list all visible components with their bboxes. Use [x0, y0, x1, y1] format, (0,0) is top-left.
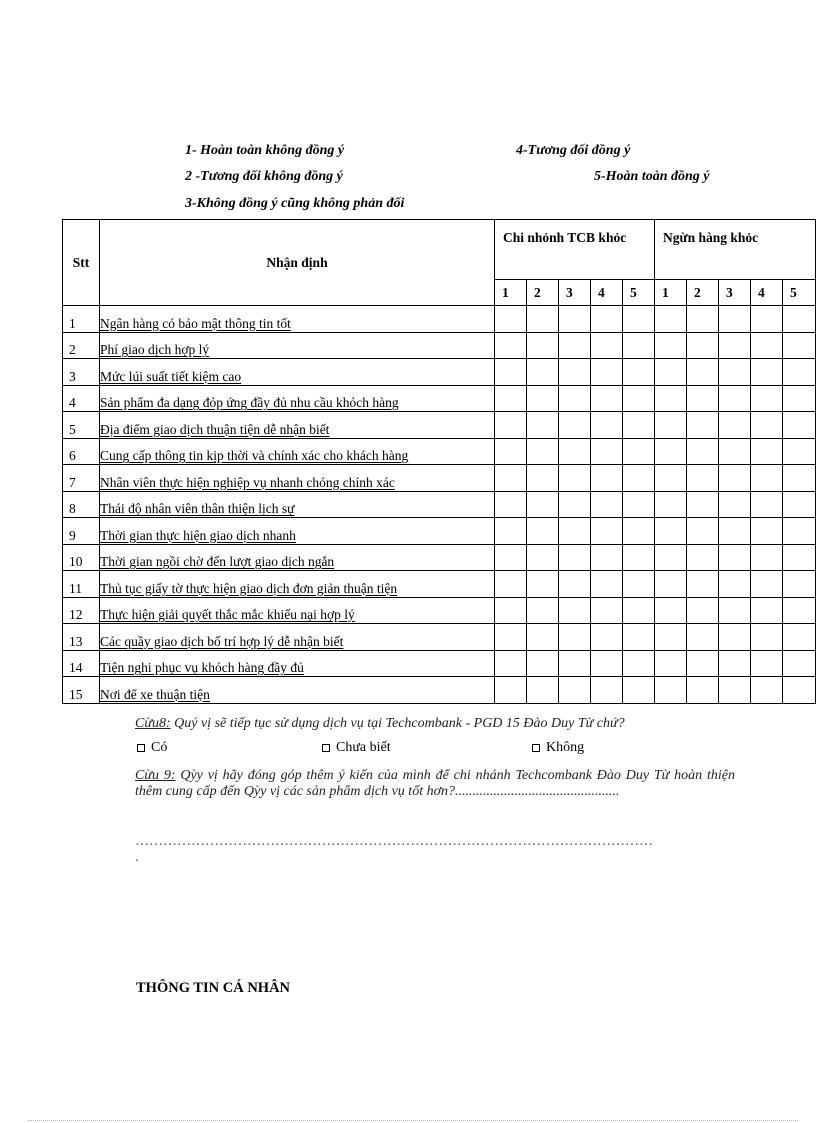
row-number: 6: [63, 438, 100, 465]
rating-cell[interactable]: [623, 544, 655, 571]
row-number: 3: [63, 359, 100, 386]
question-8-label: Cừu8:: [135, 716, 171, 731]
table-row: [63, 359, 816, 386]
rating-cell[interactable]: [527, 385, 559, 412]
rating-cell[interactable]: [751, 624, 783, 651]
rating-cell[interactable]: [687, 491, 719, 518]
rating-cell[interactable]: [559, 412, 591, 439]
row-number: 15: [63, 677, 100, 704]
rating-cell[interactable]: [559, 650, 591, 677]
row-statement: Mức lúi suất tiết kiệm cao: [100, 359, 495, 386]
rating-cell[interactable]: [719, 677, 751, 704]
rating-cell[interactable]: [783, 332, 816, 359]
scale-tcb-3: 3: [559, 280, 591, 306]
rating-cell[interactable]: [783, 359, 816, 386]
rating-cell[interactable]: [527, 597, 559, 624]
rating-cell[interactable]: [559, 518, 591, 545]
scale-other-3: 3: [719, 280, 751, 306]
page-bottom-divider: [28, 1120, 798, 1121]
rating-cell[interactable]: [623, 518, 655, 545]
scale-tcb-1: 1: [495, 280, 527, 306]
rating-cell[interactable]: [719, 650, 751, 677]
rating-cell[interactable]: [623, 306, 655, 333]
rating-cell[interactable]: [623, 677, 655, 704]
row-statement: Các quầy giao dịch bố trí hợp lý dễ nhận biết: [100, 624, 495, 651]
row-number: 9: [63, 518, 100, 545]
rating-cell[interactable]: [719, 571, 751, 598]
row-statement: Thời gian thực hiện giao dịch nhanh: [100, 518, 495, 545]
rating-cell[interactable]: [687, 677, 719, 704]
rating-cell[interactable]: [559, 385, 591, 412]
legend-item-4: 4-Tương đối đồng ý: [516, 143, 631, 158]
question-9-label: Cừu 9:: [135, 768, 176, 783]
rating-cell[interactable]: [655, 306, 687, 333]
rating-cell[interactable]: [495, 597, 527, 624]
header-stt: Stt: [63, 220, 100, 306]
table-row: [63, 491, 816, 518]
legend-item-3: 3-Không đồng ý cũng không phản đối: [185, 196, 405, 211]
scale-tcb-2: 2: [527, 280, 559, 306]
scale-other-2: 2: [687, 280, 719, 306]
legend-item-5: 5-Hoàn toàn đồng ý: [594, 169, 710, 184]
rating-cell[interactable]: [751, 544, 783, 571]
row-statement: Thủ tục giấy tờ thực hiện giao dịch đơn giản thuận tiện: [100, 571, 495, 598]
rating-cell[interactable]: [655, 544, 687, 571]
rating-cell[interactable]: [719, 465, 751, 492]
rating-cell[interactable]: [591, 385, 623, 412]
row-number: 14: [63, 650, 100, 677]
rating-cell[interactable]: [495, 518, 527, 545]
row-statement: Ngân hàng có bảo mật thông tin tốt: [100, 306, 495, 333]
rating-cell[interactable]: [495, 438, 527, 465]
question-8-text: Quý vị sẽ tiếp tục sử dụng dịch vụ tại Techcombank - PGD 15 Đào Duy Từ chứ?: [170, 716, 625, 731]
rating-cell[interactable]: [751, 677, 783, 704]
scale-other-4: 4: [751, 280, 783, 306]
row-number: 7: [63, 465, 100, 492]
answer-line[interactable]: …………………………………………………………………………………………………: [135, 834, 653, 849]
row-number: 1: [63, 306, 100, 333]
rating-cell[interactable]: [687, 518, 719, 545]
rating-cell[interactable]: [591, 677, 623, 704]
option-khong-label: Không: [546, 740, 585, 755]
rating-cell[interactable]: [559, 624, 591, 651]
rating-cell[interactable]: [751, 465, 783, 492]
rating-cell[interactable]: [527, 571, 559, 598]
rating-cell[interactable]: [655, 438, 687, 465]
rating-cell[interactable]: [559, 544, 591, 571]
rating-cell[interactable]: [751, 518, 783, 545]
table-row: [63, 332, 816, 359]
rating-cell[interactable]: [495, 491, 527, 518]
rating-cell[interactable]: [751, 306, 783, 333]
rating-cell[interactable]: [495, 412, 527, 439]
option-chua-biet-label: Chưa biết: [336, 740, 391, 755]
rating-cell[interactable]: [687, 385, 719, 412]
rating-cell[interactable]: [655, 412, 687, 439]
rating-cell[interactable]: [687, 359, 719, 386]
rating-cell[interactable]: [495, 677, 527, 704]
rating-cell[interactable]: [623, 359, 655, 386]
rating-cell[interactable]: [527, 359, 559, 386]
row-number: 12: [63, 597, 100, 624]
rating-cell[interactable]: [495, 359, 527, 386]
rating-cell[interactable]: [783, 518, 816, 545]
rating-cell[interactable]: [783, 465, 816, 492]
question-9-text: Qỳy vị hãy đóng góp thêm ý kiến của mình để chi nhánh Techcombank Đào Duy Từ hoàn thiện thêm cung cấp đến Qỳy vị các sản phẩm dịch vụ tốt hơn?...............................................: [135, 768, 735, 799]
rating-cell[interactable]: [655, 677, 687, 704]
rating-cell[interactable]: [687, 465, 719, 492]
rating-cell[interactable]: [623, 597, 655, 624]
rating-cell[interactable]: [751, 571, 783, 598]
table-row: [63, 306, 816, 333]
option-chua-biet[interactable]: [322, 740, 391, 756]
rating-cell[interactable]: [655, 571, 687, 598]
rating-cell[interactable]: [591, 438, 623, 465]
rating-cell[interactable]: [559, 359, 591, 386]
rating-cell[interactable]: [527, 465, 559, 492]
rating-cell[interactable]: [719, 359, 751, 386]
rating-cell[interactable]: [687, 597, 719, 624]
question-8: [135, 716, 625, 732]
header-group-tcb: Chi nhỏnh TCB khỏc: [495, 220, 655, 280]
question-9: [135, 768, 735, 800]
rating-cell[interactable]: [591, 491, 623, 518]
rating-cell[interactable]: [783, 412, 816, 439]
rating-cell[interactable]: [783, 491, 816, 518]
rating-cell[interactable]: [591, 306, 623, 333]
option-khong[interactable]: [532, 740, 584, 756]
rating-cell[interactable]: [783, 571, 816, 598]
rating-cell[interactable]: [783, 597, 816, 624]
table-row: [63, 650, 816, 677]
rating-cell[interactable]: [591, 412, 623, 439]
row-statement: Phí giao dịch hợp lý: [100, 332, 495, 359]
table-row: [63, 624, 816, 651]
row-statement: Địa điểm giao dịch thuận tiện dễ nhận biết: [100, 412, 495, 439]
rating-cell[interactable]: [623, 438, 655, 465]
row-statement: Sản phẩm đa dạng đỏp ứng đầy đủ nhu cầu khỏch hàng: [100, 385, 495, 412]
rating-cell[interactable]: [591, 518, 623, 545]
rating-cell[interactable]: [687, 412, 719, 439]
table-row: [63, 385, 816, 412]
rating-cell[interactable]: [783, 385, 816, 412]
rating-cell[interactable]: [783, 650, 816, 677]
rating-cell[interactable]: [719, 544, 751, 571]
rating-cell[interactable]: [655, 518, 687, 545]
row-number: 8: [63, 491, 100, 518]
rating-cell[interactable]: [783, 624, 816, 651]
rating-cell[interactable]: [495, 465, 527, 492]
rating-cell[interactable]: [655, 385, 687, 412]
table-row: [63, 518, 816, 545]
rating-cell[interactable]: [687, 438, 719, 465]
row-number: 2: [63, 332, 100, 359]
rating-cell[interactable]: [559, 465, 591, 492]
option-co-label: Có: [151, 740, 168, 755]
table-row: [63, 412, 816, 439]
rating-cell[interactable]: [655, 597, 687, 624]
rating-cell[interactable]: [751, 438, 783, 465]
rating-cell[interactable]: [719, 597, 751, 624]
rating-cell[interactable]: [623, 412, 655, 439]
table-row: [63, 571, 816, 598]
rating-cell[interactable]: [687, 624, 719, 651]
rating-cell[interactable]: [559, 306, 591, 333]
rating-cell[interactable]: [655, 465, 687, 492]
rating-cell[interactable]: [527, 544, 559, 571]
header-statement: Nhận định: [100, 220, 495, 306]
checkbox-icon[interactable]: [137, 744, 145, 752]
rating-cell[interactable]: [687, 571, 719, 598]
section-title-personal-info: THÔNG TIN CÁ NHÂN: [136, 980, 291, 996]
rating-cell[interactable]: [591, 650, 623, 677]
rating-cell[interactable]: [687, 544, 719, 571]
rating-cell[interactable]: [495, 332, 527, 359]
rating-table: [62, 219, 816, 704]
rating-cell[interactable]: [591, 359, 623, 386]
scale-other-5: 5: [783, 280, 816, 306]
rating-cell[interactable]: [687, 306, 719, 333]
rating-cell[interactable]: [687, 332, 719, 359]
rating-cell[interactable]: [623, 332, 655, 359]
rating-cell[interactable]: [719, 624, 751, 651]
row-statement: Nhân viên thực hiện nghiệp vụ nhanh chóng chính xác: [100, 465, 495, 492]
rating-cell[interactable]: [527, 650, 559, 677]
table-row: [63, 438, 816, 465]
rating-cell[interactable]: [495, 385, 527, 412]
rating-cell[interactable]: [559, 677, 591, 704]
rating-cell[interactable]: [591, 465, 623, 492]
rating-cell[interactable]: [591, 597, 623, 624]
rating-cell[interactable]: [591, 571, 623, 598]
rating-cell[interactable]: [591, 624, 623, 651]
rating-cell[interactable]: [527, 677, 559, 704]
rating-cell[interactable]: [751, 650, 783, 677]
rating-cell[interactable]: [655, 491, 687, 518]
rating-cell[interactable]: [495, 650, 527, 677]
rating-cell[interactable]: [591, 332, 623, 359]
checkbox-icon[interactable]: [532, 744, 540, 752]
answer-line-end: .: [135, 850, 139, 865]
rating-cell[interactable]: [655, 650, 687, 677]
rating-cell[interactable]: [623, 465, 655, 492]
rating-cell[interactable]: [719, 332, 751, 359]
rating-cell[interactable]: [591, 544, 623, 571]
row-statement: Nơi để xe thuận tiện: [100, 677, 495, 704]
option-co[interactable]: [137, 740, 167, 756]
rating-cell[interactable]: [719, 491, 751, 518]
rating-cell[interactable]: [751, 597, 783, 624]
rating-cell[interactable]: [783, 438, 816, 465]
row-statement: Cung cấp thông tin kịp thời và chính xác cho khách hàng: [100, 438, 495, 465]
rating-cell[interactable]: [527, 438, 559, 465]
rating-cell[interactable]: [719, 306, 751, 333]
row-number: 5: [63, 412, 100, 439]
rating-cell[interactable]: [719, 412, 751, 439]
rating-cell[interactable]: [527, 332, 559, 359]
rating-cell[interactable]: [527, 491, 559, 518]
table-row: [63, 597, 816, 624]
rating-cell[interactable]: [559, 491, 591, 518]
table-row: [63, 677, 816, 704]
rating-cell[interactable]: [655, 359, 687, 386]
table-row: [63, 544, 816, 571]
row-statement: Tiện nghi phục vụ khỏch hàng đầy đủ: [100, 650, 495, 677]
rating-cell[interactable]: [719, 518, 751, 545]
rating-cell[interactable]: [751, 412, 783, 439]
row-statement: Thời gian ngồi chờ đến lượt giao dịch ngắn: [100, 544, 495, 571]
statement-rows: [63, 306, 816, 704]
rating-cell[interactable]: [751, 332, 783, 359]
legend-item-1: 1- Hoàn toàn không đồng ý: [185, 143, 345, 158]
row-number: 13: [63, 624, 100, 651]
rating-cell[interactable]: [623, 491, 655, 518]
rating-cell[interactable]: [527, 412, 559, 439]
rating-cell[interactable]: [527, 306, 559, 333]
rating-cell[interactable]: [751, 385, 783, 412]
rating-cell[interactable]: [751, 359, 783, 386]
header-group-other-bank: Ngừn hàng khỏc: [655, 220, 816, 280]
rating-cell[interactable]: [623, 385, 655, 412]
rating-cell[interactable]: [719, 438, 751, 465]
row-statement: Thái độ nhân viên thân thiện lịch sự: [100, 491, 495, 518]
rating-cell[interactable]: [527, 518, 559, 545]
legend-item-2: 2 -Tương đối không đồng ý: [185, 169, 343, 184]
rating-cell[interactable]: [559, 571, 591, 598]
rating-cell[interactable]: [559, 332, 591, 359]
row-number: 11: [63, 571, 100, 598]
rating-cell[interactable]: [495, 544, 527, 571]
rating-cell[interactable]: [495, 624, 527, 651]
rating-cell[interactable]: [495, 571, 527, 598]
row-number: 4: [63, 385, 100, 412]
rating-cell[interactable]: [495, 306, 527, 333]
scale-tcb-4: 4: [591, 280, 623, 306]
table-row: [63, 465, 816, 492]
rating-cell[interactable]: [783, 544, 816, 571]
rating-cell[interactable]: [783, 677, 816, 704]
rating-cell[interactable]: [655, 332, 687, 359]
scale-tcb-5: 5: [623, 280, 655, 306]
rating-cell[interactable]: [623, 624, 655, 651]
rating-cell[interactable]: [559, 597, 591, 624]
row-number: 10: [63, 544, 100, 571]
rating-cell[interactable]: [559, 438, 591, 465]
checkbox-icon[interactable]: [322, 744, 330, 752]
rating-cell[interactable]: [623, 571, 655, 598]
rating-cell[interactable]: [623, 650, 655, 677]
rating-cell[interactable]: [655, 624, 687, 651]
rating-cell[interactable]: [783, 306, 816, 333]
scale-other-1: 1: [655, 280, 687, 306]
rating-cell[interactable]: [527, 624, 559, 651]
rating-cell[interactable]: [719, 385, 751, 412]
rating-cell[interactable]: [751, 491, 783, 518]
row-statement: Thực hiện giải quyết thắc mắc khiếu nại hợp lý: [100, 597, 495, 624]
rating-cell[interactable]: [687, 650, 719, 677]
